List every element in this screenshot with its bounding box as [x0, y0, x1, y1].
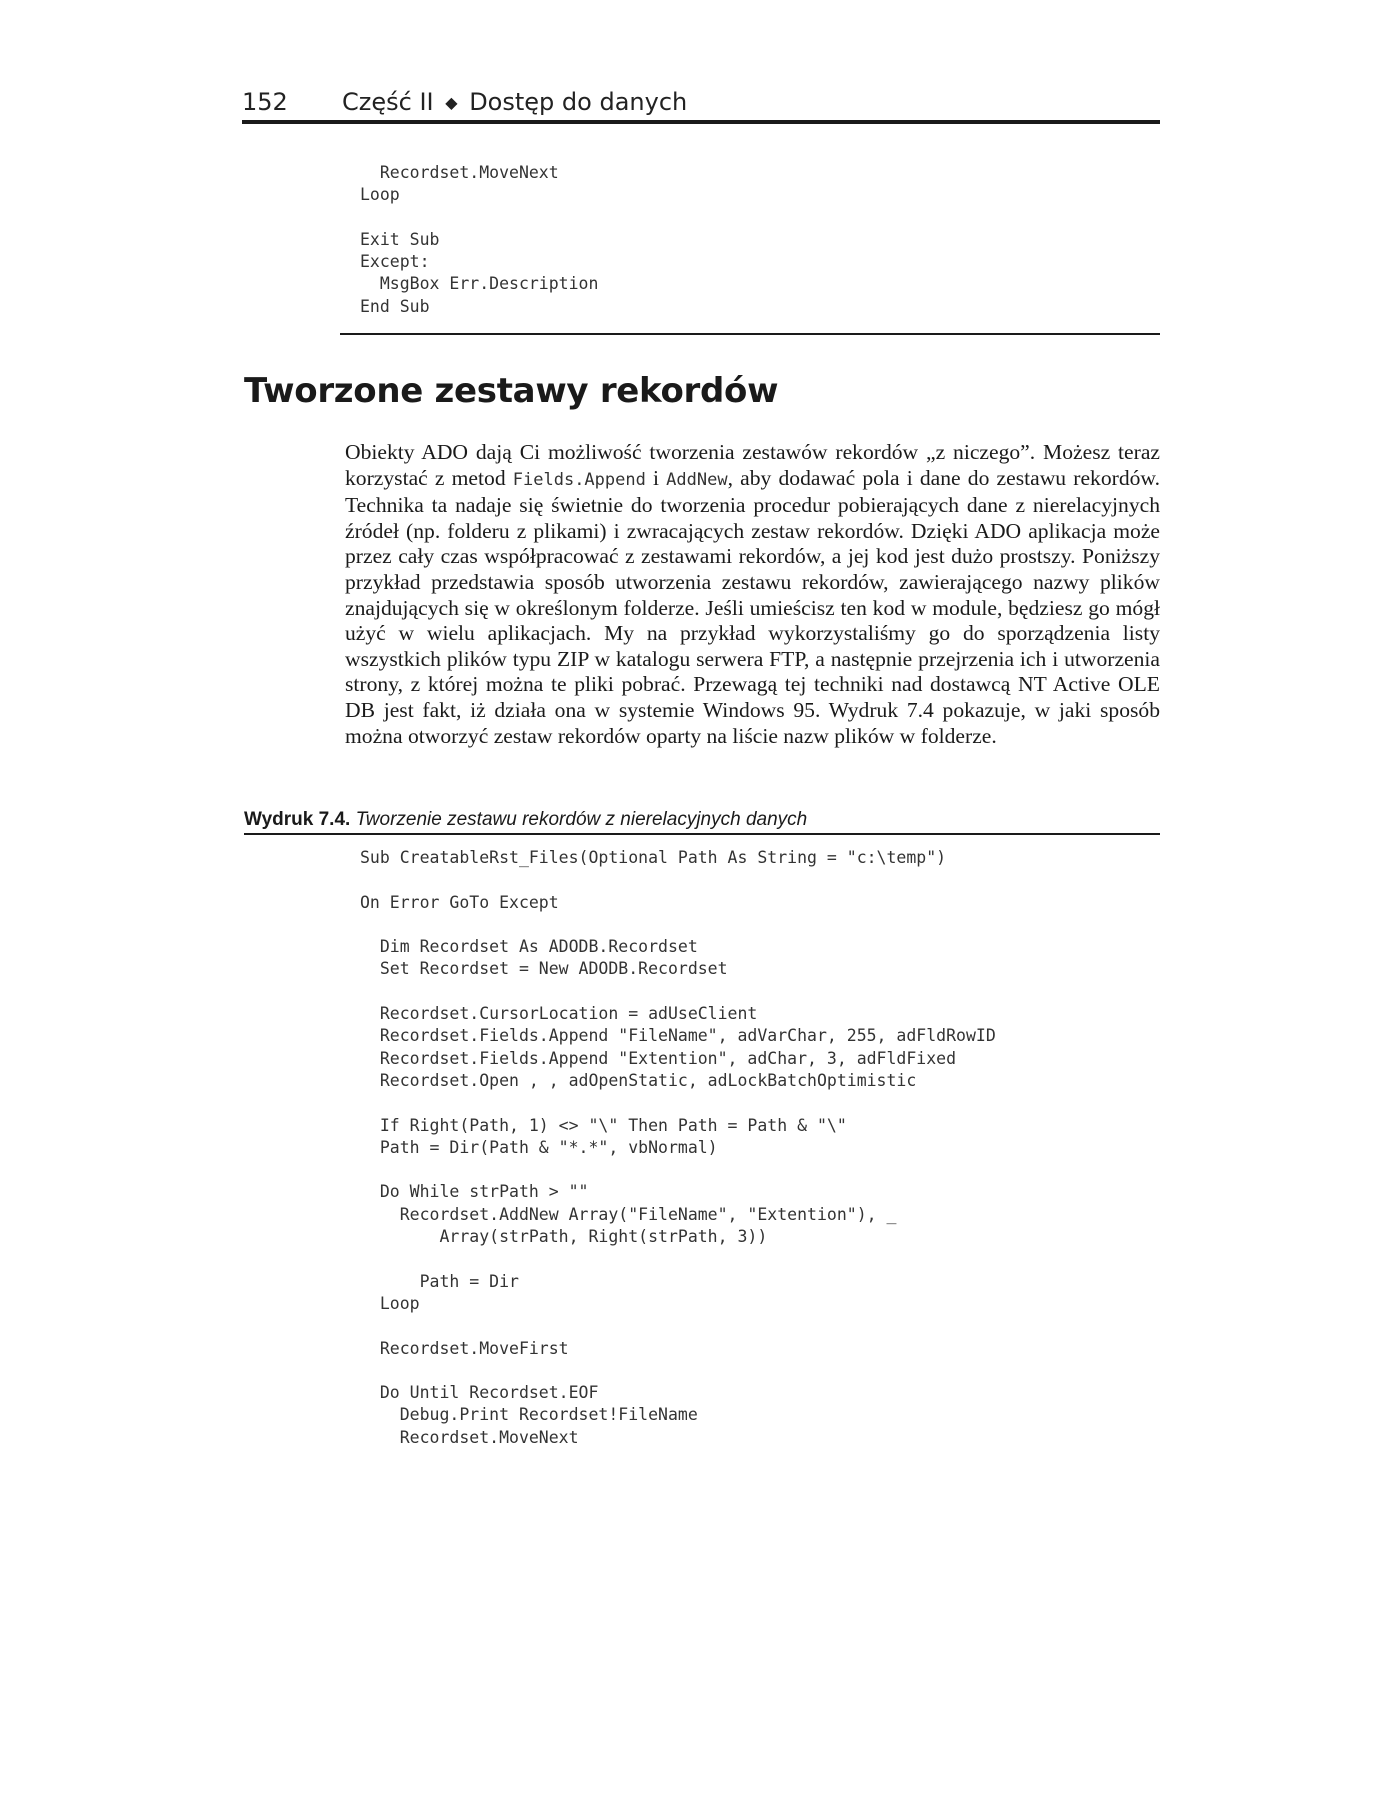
paragraph-text-1: Obiekty ADO dają Ci możliwość tworzenia zestawów rekordów „z niczego”. Możesz teraz korzystać z metod — [345, 440, 1160, 490]
page-number: 152 — [242, 88, 288, 116]
code-block-listing: Sub CreatableRst_Files(Optional Path As String = "c:\temp") On Error GoTo Except Dim Recordset As ADODB.Recordset Set Recordset = New ADODB.Recordset Recordset.CursorLocation = adUseClient Recordset.Fields.Append "FileName", adVarChar, 255, adFldRowID Recordset.Fields.Append "Extention", adChar, 3, adFldFixed Recordset.Open , , adOpenStatic, adLockBatchOptimistic If Right(Path, 1) <> "\" Then Path = Path & "\" Path = Dir(Path & "*.*", vbNormal) Do While strPath > "" Recordset.AddNew Array("FileName", "Extention"), _ Array(strPath, Right(strPath, 3)) Path = Dir Loop Recordset.MoveFirst Do Until Recordset.EOF Debug.Print Recordset!FileName Recordset.MoveNext — [360, 848, 996, 1447]
listing-label: Wydruk 7.4. — [244, 809, 351, 830]
body-paragraph — [345, 440, 1160, 749]
part-label: Część II — [342, 88, 434, 116]
inline-code-fields-append: Fields.Append — [512, 469, 646, 490]
code-end-rule — [340, 333, 1160, 335]
paragraph-text-3: , aby dodawać pola i dane do zestawu rekordów. Technika ta nadaje się świetnie do tworzenia procedur pobierających dane z nierelacyjnych źródeł (np. folderu z plikami) i zwracających zestaw rekordów. Dzięki ADO aplikacja może przez cały czas współpracować z zestawami rekordów, a jej kod jest dużo prostszy. Poniższy przykład przedstawia sposób utworzenia zestawu rekordów, zawierającego nazwy plików znajdujących się w określonym folderze. Jeśli umieścisz ten kod w module, będziesz go mógł użyć w wielu aplikacjach. My na przykład wykorzystaliśmy go do sporządzenia listy wszystkich plików typu ZIP w katalogu serwera FTP, a następnie przejrzenia ich i utworzenia strony, z której można te pliki pobrać. Przewagą tej techniki nad dostawcą NT Active OLE DB jest fakt, iż działa ona w systemie Windows 95. Wydruk 7.4 pokazuje, w jaki sposób można otworzyć zestaw rekordów oparty na liście nazw plików w folderze. — [345, 465, 1161, 748]
listing-title: Tworzenie zestawu rekordów z nierelacyjnych danych — [355, 809, 808, 830]
code-block-top: Recordset.MoveNext Loop Exit Sub Except: MsgBox Err.Description End Sub — [360, 163, 599, 316]
listing-caption — [244, 809, 1160, 831]
running-header — [242, 88, 1160, 116]
diamond-separator-icon: ◆ — [445, 93, 458, 112]
section-title: Tworzone zestawy rekordów — [244, 371, 779, 411]
chapter-title: Dostęp do danych — [469, 88, 688, 116]
paragraph-text-2: i — [645, 465, 667, 490]
caption-rule — [244, 833, 1160, 835]
inline-code-addnew: AddNew — [666, 469, 728, 490]
header-rule — [242, 120, 1160, 124]
